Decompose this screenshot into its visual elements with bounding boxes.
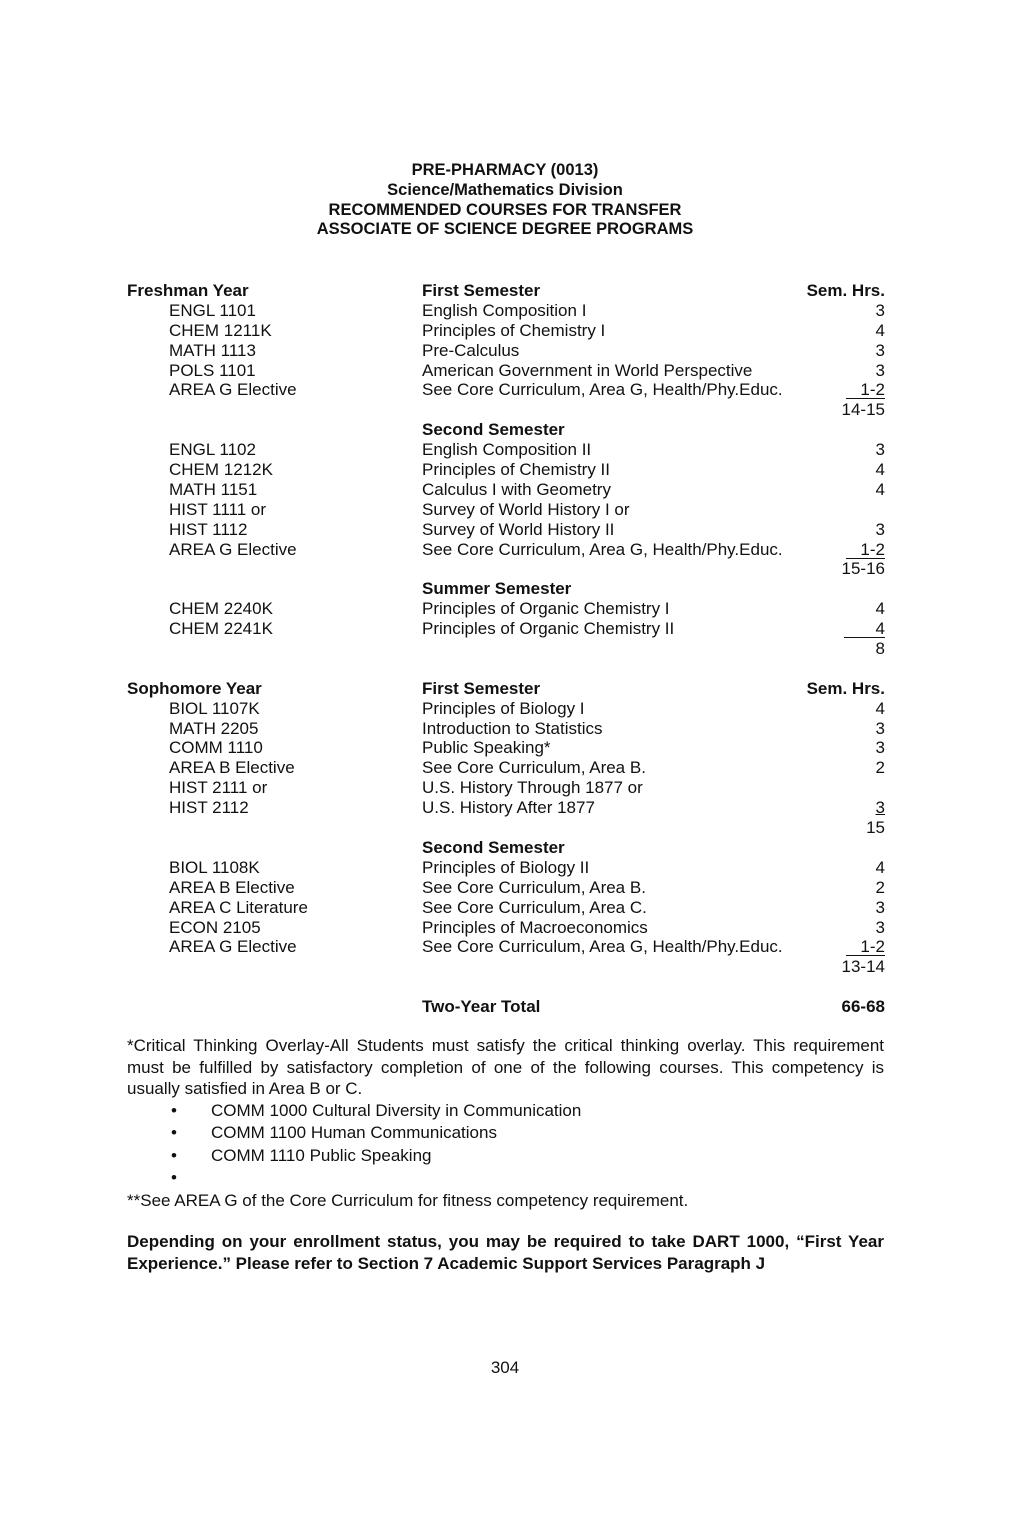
course-hours: 4 [875, 698, 885, 718]
course-code: HIST 1111 or [169, 499, 267, 519]
course-code: POLS 1101 [169, 360, 256, 380]
course-row [127, 520, 885, 540]
course-title: Principles of Biology I [422, 698, 585, 718]
semester-total: 15 [866, 818, 885, 838]
division-name: Science/Mathematics Division [387, 180, 623, 199]
course-row [127, 380, 885, 400]
critical-thinking-course-list [127, 1100, 884, 1190]
course-title: English Composition I [422, 300, 587, 320]
course-code: CHEM 1211K [169, 320, 272, 340]
course-hours: 3 [875, 360, 885, 380]
course-row [127, 440, 885, 460]
bullet-icon: • [171, 1123, 177, 1143]
course-title: U.S. History After 1877 [422, 798, 595, 818]
document-header [0, 161, 1010, 240]
summer-semester-header [127, 579, 885, 599]
course-title: See Core Curriculum, Area G, Health/Phy.Educ. [422, 937, 783, 957]
semester-total-row [127, 559, 885, 579]
course-code: CHEM 1212K [169, 460, 273, 480]
course-hours: 4 [875, 857, 885, 877]
fitness-note: **See AREA G of the Core Curriculum for fitness competency requirement. [127, 1190, 689, 1210]
course-title: Survey of World History II [422, 519, 615, 539]
course-code: MATH 2205 [169, 718, 259, 738]
page-number: 304 [490, 1358, 520, 1377]
course-code: COMM 1110 [169, 738, 263, 758]
semester-total-row [127, 400, 885, 420]
course-row [127, 798, 885, 818]
second-semester-header [127, 420, 885, 440]
semester-total: 15-16 [841, 559, 885, 579]
course-row [127, 699, 885, 719]
course-title: See Core Curriculum, Area G, Health/Phy.Educ. [422, 380, 783, 400]
course-code: HIST 2111 or [169, 778, 268, 798]
course-row [127, 918, 885, 938]
list-item: • COMM 1000 Cultural Diversity in Communication [127, 1100, 884, 1123]
enrollment-note: Depending on your enrollment status, you may be required to take DART 1000, “First Year Experience.” Please refer to Section 7 Academic Support Services Paragraph J [127, 1232, 884, 1273]
course-hours: 4 [875, 479, 885, 499]
course-row [127, 937, 885, 957]
course-row [127, 321, 885, 341]
recommended-heading: RECOMMENDED COURSES FOR TRANSFER [328, 200, 682, 219]
semester-total: 8 [875, 639, 885, 659]
two-year-total-row [127, 997, 885, 1017]
course-code: AREA G Elective [169, 937, 297, 957]
course-code: AREA B Elective [169, 758, 295, 778]
course-code: BIOL 1108K [169, 857, 260, 877]
course-row [127, 878, 885, 898]
semester-total-row [127, 818, 885, 838]
first-semester-title: First Semester [422, 678, 541, 698]
course-row [127, 858, 885, 878]
freshman-year-label: Freshman Year [127, 281, 249, 300]
course-hours: 3 [875, 897, 885, 917]
two-year-total-value: 66-68 [841, 997, 885, 1017]
course-hours: 2 [875, 758, 885, 778]
course-hours: 2 [875, 877, 885, 897]
course-row [127, 619, 885, 639]
course-code: MATH 1151 [169, 479, 258, 499]
bullet-icon: • [171, 1168, 177, 1188]
course-schedule [127, 281, 885, 1017]
course-title: Principles of Organic Chemistry I [422, 599, 670, 619]
course-title: Principles of Chemistry II [422, 460, 610, 480]
course-code: BIOL 1107K [169, 698, 260, 718]
course-title: Principles of Biology II [422, 857, 590, 877]
course-row [127, 540, 885, 560]
course-row [127, 500, 885, 520]
course-row [127, 341, 885, 361]
course-title: Principles of Macroeconomics [422, 917, 648, 937]
course-hours: 3 [875, 440, 885, 460]
sophomore-year-label: Sophomore Year [127, 678, 262, 698]
course-title: English Composition II [422, 440, 592, 460]
semester-total-row [127, 957, 885, 977]
freshman-first-semester-header [127, 281, 885, 301]
course-row [127, 301, 885, 321]
course-hours: 3 [875, 738, 885, 758]
course-code: CHEM 2240K [169, 599, 273, 619]
two-year-total-label: Two-Year Total [422, 997, 541, 1017]
course-row [127, 719, 885, 739]
bullet-icon: • [171, 1100, 177, 1120]
second-semester-header [127, 838, 885, 858]
bullet-icon: • [171, 1145, 177, 1165]
program-title: PRE-PHARMACY (0013) [411, 161, 599, 179]
course-code: AREA C Literature [169, 897, 308, 917]
course-hours: 3 [875, 718, 885, 738]
course-hours: 3 [875, 917, 885, 937]
course-row [127, 778, 885, 798]
course-title: See Core Curriculum, Area G, Health/Phy.Educ. [422, 539, 783, 559]
sem-hrs-header: Sem. Hrs. [806, 678, 885, 698]
course-title: Survey of World History I or [422, 499, 630, 519]
semester-total: 13-14 [841, 957, 885, 977]
course-hours: 3 [875, 340, 885, 360]
course-title: Introduction to Statistics [422, 718, 603, 738]
semester-total-row [127, 639, 885, 659]
list-item: • COMM 1100 Human Communications [127, 1122, 884, 1145]
sophomore-first-semester-header [127, 679, 885, 699]
course-code: ENGL 1102 [169, 440, 256, 460]
course-title: U.S. History Through 1877 or [422, 778, 643, 798]
course-row [127, 738, 885, 758]
degree-heading: ASSOCIATE OF SCIENCE DEGREE PROGRAMS [316, 220, 694, 239]
course-code: ENGL 1101 [169, 300, 256, 320]
course-hours: 1-2 [846, 937, 885, 957]
semester-total: 14-15 [841, 400, 885, 420]
course-hours: 4 [875, 460, 885, 480]
second-semester-title: Second Semester [422, 420, 565, 440]
course-row [127, 361, 885, 381]
second-semester-title: Second Semester [422, 837, 565, 857]
list-item [127, 1167, 884, 1190]
course-code: MATH 1113 [169, 340, 256, 360]
course-row [127, 758, 885, 778]
course-title: Calculus I with Geometry [422, 479, 611, 499]
course-title: Principles of Organic Chemistry II [422, 619, 675, 639]
course-title: Public Speaking* [422, 738, 551, 758]
course-title: American Government in World Perspective [422, 360, 753, 380]
course-hours: 4 [875, 320, 885, 340]
course-hours: 4 [844, 619, 885, 639]
list-item: • COMM 1110 Public Speaking [127, 1145, 884, 1168]
course-title: Pre-Calculus [422, 340, 520, 360]
first-semester-title: First Semester [422, 281, 541, 300]
course-title: See Core Curriculum, Area B. [422, 877, 646, 897]
course-hours: 1-2 [846, 380, 885, 400]
course-row [127, 460, 885, 480]
course-code: AREA G Elective [169, 539, 297, 559]
course-hours: 3 [875, 519, 885, 539]
course-row [127, 480, 885, 500]
course-code: HIST 1112 [169, 519, 248, 539]
course-hours: 1-2 [846, 540, 885, 560]
course-title: Principles of Chemistry I [422, 320, 606, 340]
course-hours: 4 [875, 599, 885, 619]
critical-thinking-notes [127, 1035, 884, 1212]
course-title: See Core Curriculum, Area C. [422, 897, 647, 917]
summer-semester-title: Summer Semester [422, 579, 572, 599]
course-code: ECON 2105 [169, 917, 261, 937]
course-hours: 3 [875, 798, 885, 818]
course-code: AREA B Elective [169, 877, 295, 897]
course-hours: 3 [875, 300, 885, 320]
sem-hrs-header: Sem. Hrs. [806, 281, 885, 300]
critical-thinking-paragraph: *Critical Thinking Overlay-All Students must satisfy the critical thinking overlay. This requirement must be fulfilled by satisfactory completion of one of the following courses. This competency is usually satisfied in Area B or C. [127, 1036, 884, 1098]
course-row [127, 898, 885, 918]
course-code: HIST 2112 [169, 798, 249, 818]
course-code: AREA G Elective [169, 380, 297, 400]
course-code: CHEM 2241K [169, 619, 273, 639]
course-title: See Core Curriculum, Area B. [422, 758, 646, 778]
course-row [127, 599, 885, 619]
